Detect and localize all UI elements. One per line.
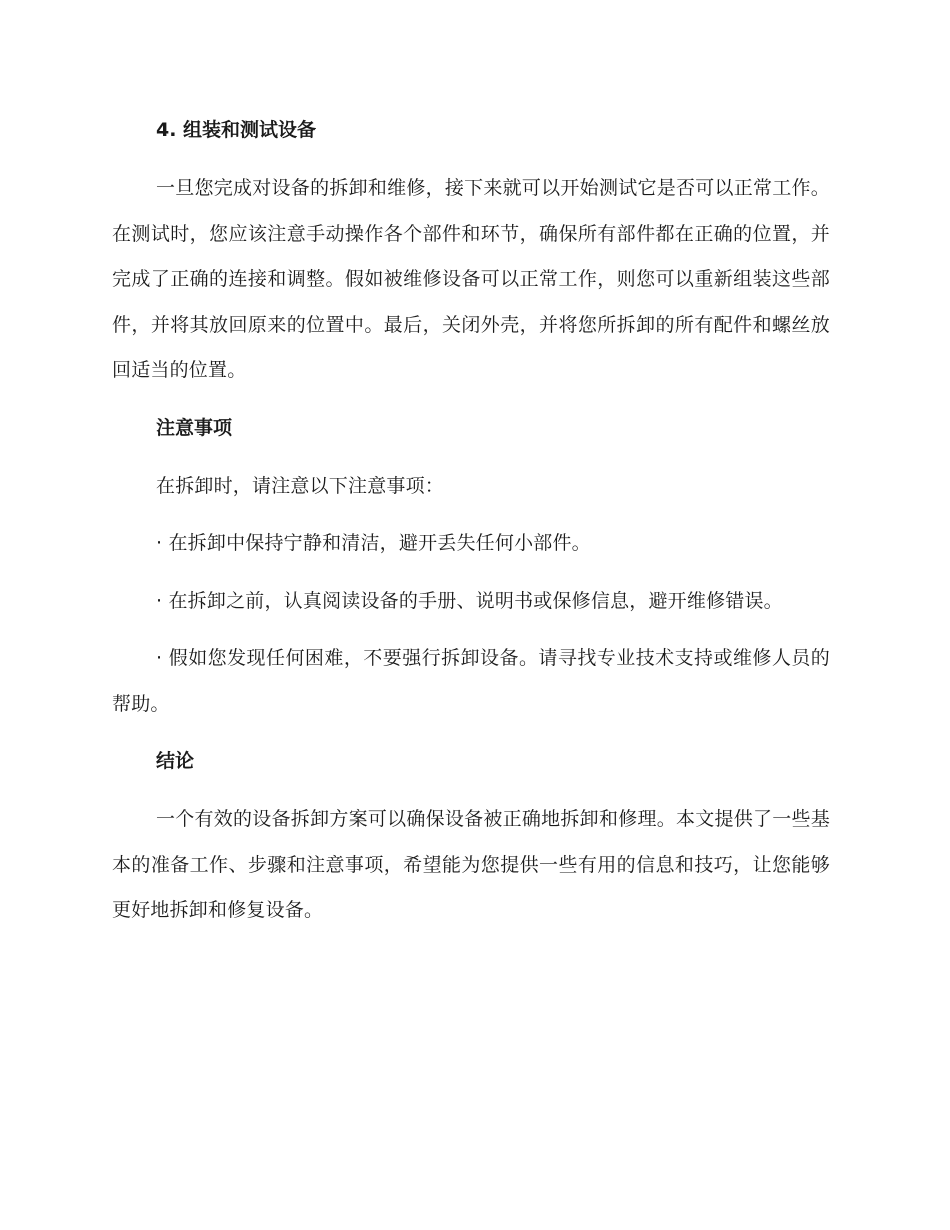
notes-list-item: · 假如您发现任何困难，不要强行拆卸设备。请寻找专业技术支持或维修人员的帮助。 (112, 647, 830, 715)
conclusion-paragraph: 一个有效的设备拆卸方案可以确保设备被正确地拆卸和修理。本文提供了一些基本的准备工作、步骤和注意事项，希望能为您提供一些有用的信息和技巧，让您能够更好地拆卸和修复设备。 (112, 808, 830, 921)
section-heading-conclusion: 结论 (156, 750, 195, 772)
document-content (112, 108, 830, 946)
section-heading-notes: 注意事项 (156, 416, 233, 439)
notes-intro-paragraph: 在拆卸时，请注意以下注意事项： (156, 474, 445, 497)
section-heading-assembly: 4. 组装和测试设备 (156, 119, 317, 141)
notes-list-item: · 在拆卸中保持宁静和清洁，避开丢失任何小部件。 (156, 532, 591, 554)
notes-list-item: · 在拆卸之前，认真阅读设备的手册、说明书或保修信息，避开维修错误。 (156, 589, 783, 612)
assembly-paragraph: 一旦您完成对设备的拆卸和维修，接下来就可以开始测试它是否可以正常工作。在测试时，您应该注意手动操作各个部件和环节，确保所有部件都在正确的位置，并完成了正确的连接和调整。假如被维修设备可以正常工作，则您可以重新组装这些部件，并将其放回原来的位置中。最后，关闭外壳，并将您所拆卸的所有配件和螺丝放回适当的位置。 (112, 177, 830, 381)
